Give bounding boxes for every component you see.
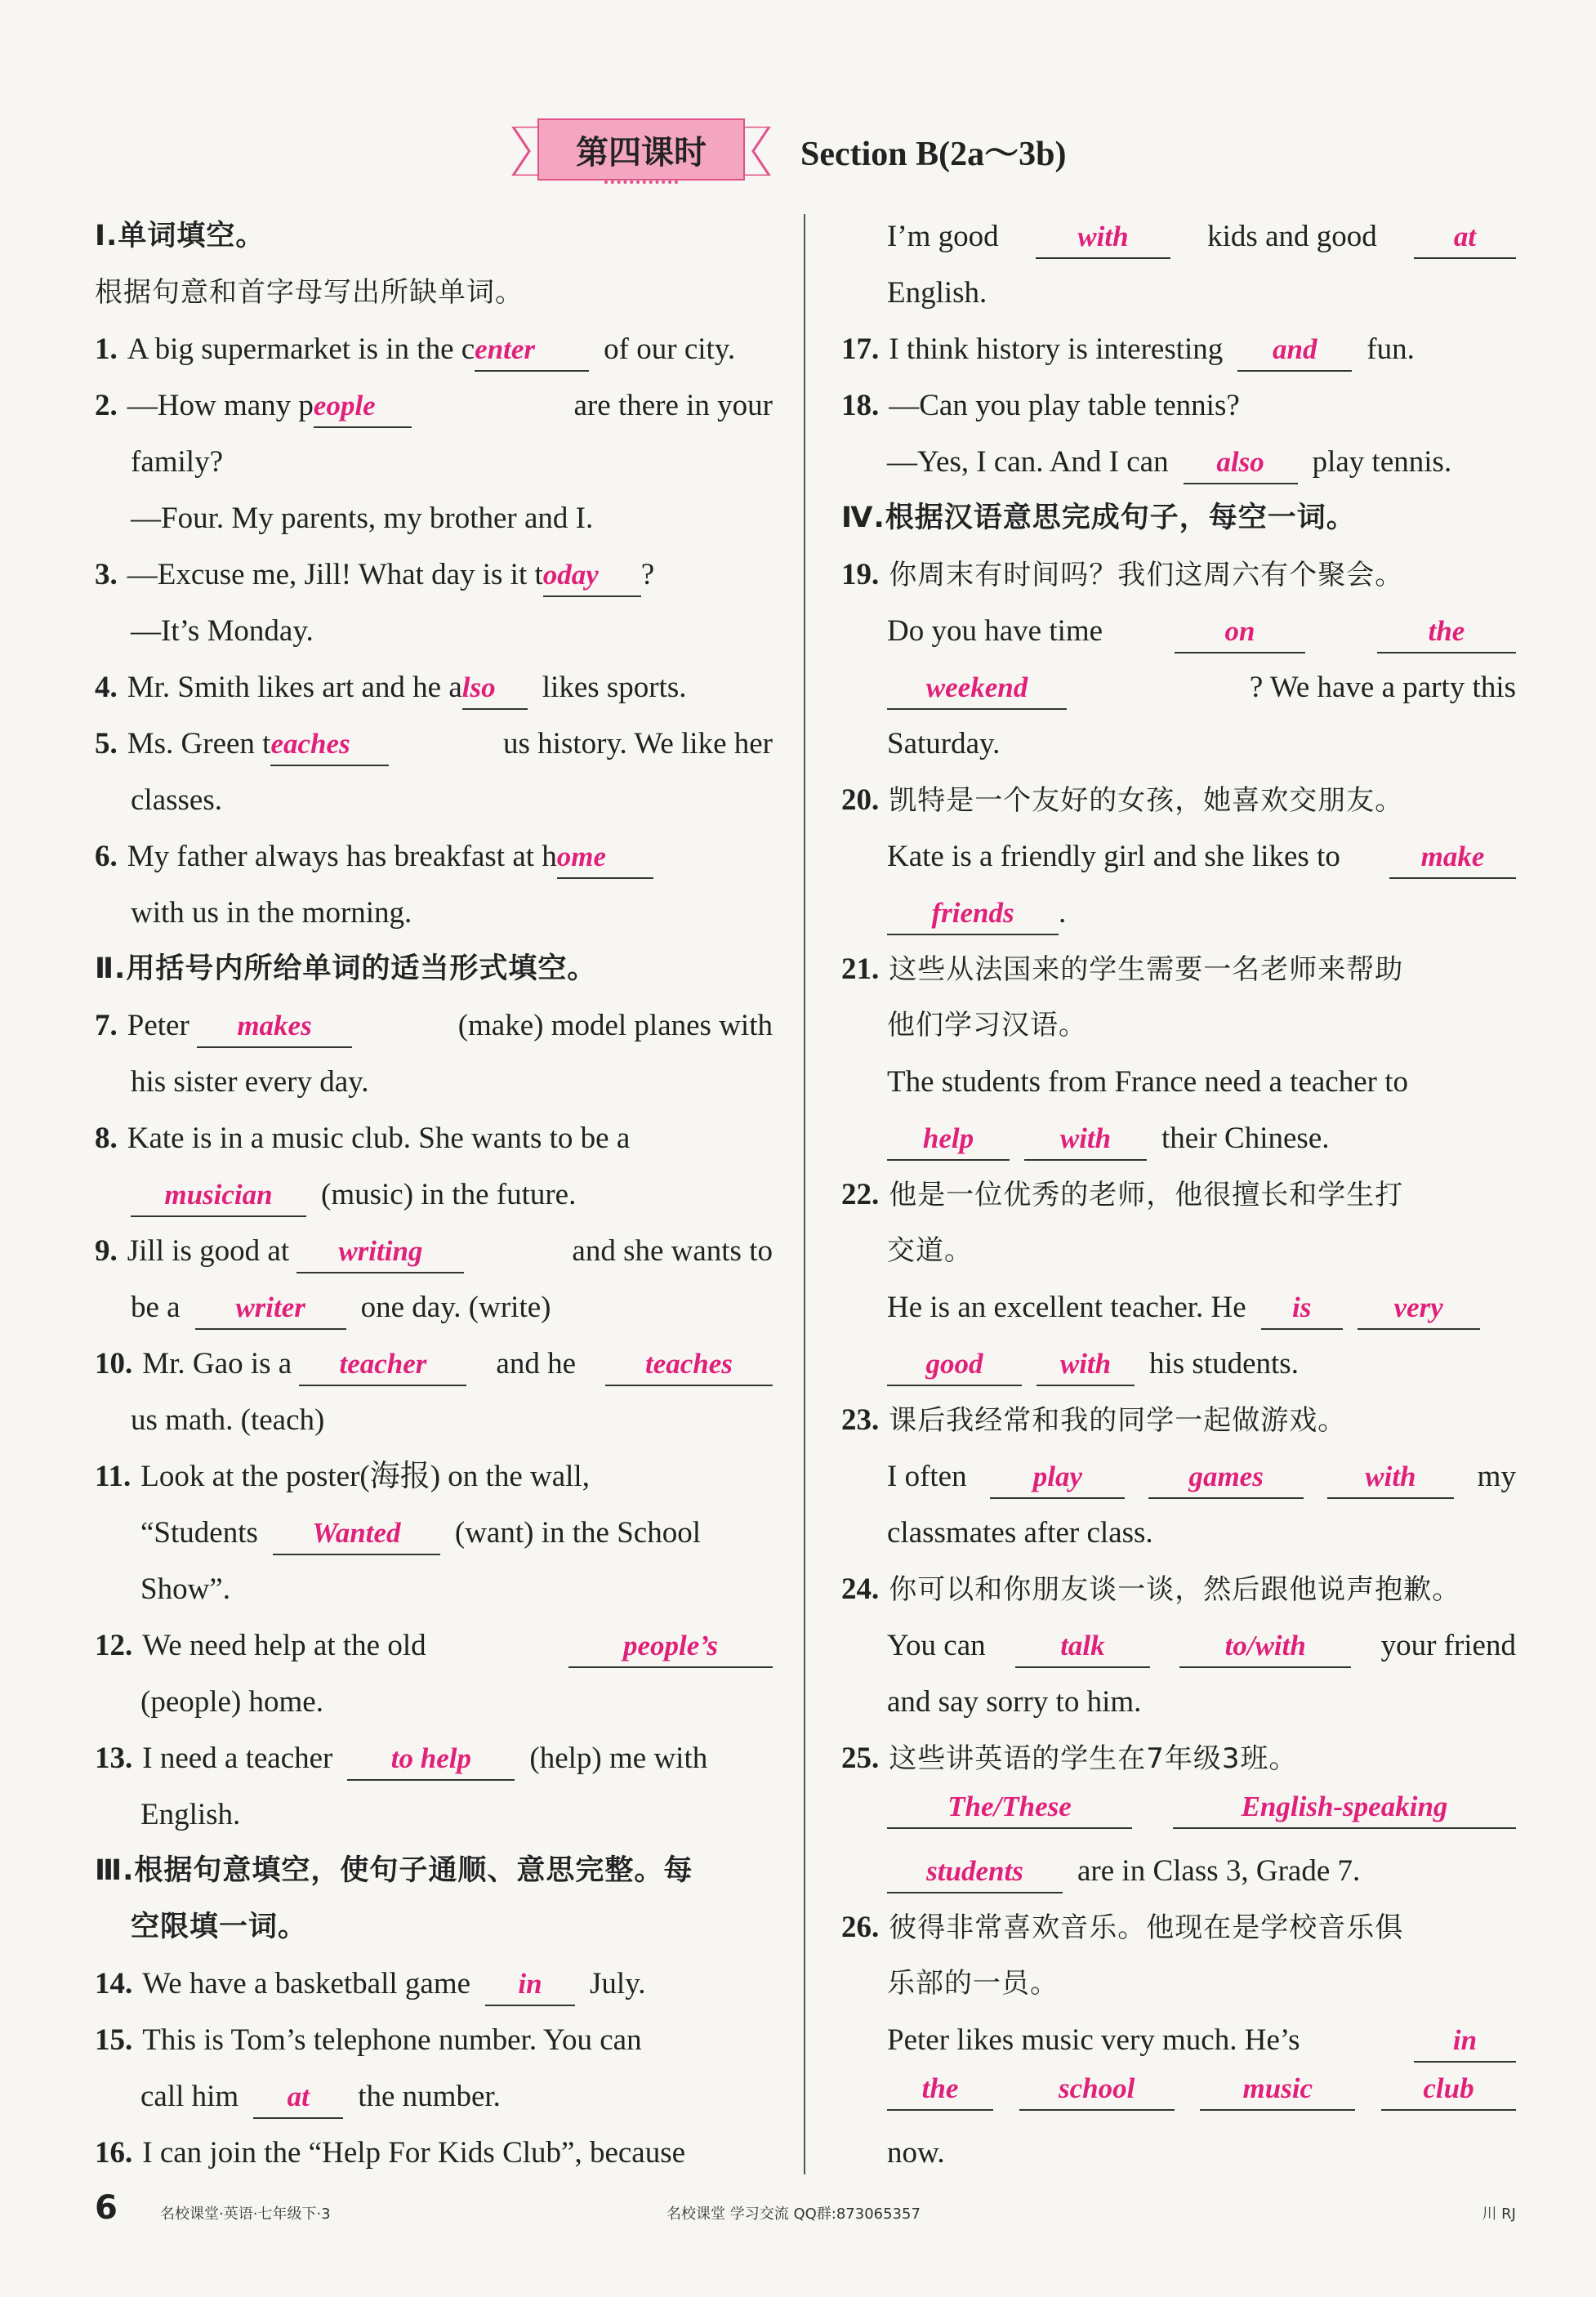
answer-blank[interactable]: teaches: [605, 1344, 773, 1386]
ribbon-left-icon: [506, 127, 539, 176]
answer-blank[interactable]: the: [1377, 611, 1516, 653]
answer-blank[interactable]: help: [887, 1118, 1010, 1161]
answer-blank[interactable]: school: [1019, 2068, 1175, 2111]
page-header: [506, 114, 1067, 188]
answer-blank[interactable]: also: [1184, 442, 1298, 484]
edition-label: 川 RJ: [1482, 2206, 1516, 2223]
section-1-title: Ⅰ.单词填空。: [95, 220, 265, 252]
question-18: 18. —Can you play table tennis?: [841, 389, 1240, 422]
answer-blank[interactable]: weekend: [887, 667, 1067, 710]
question-4: 4. Mr. Smith likes art and he also likes sports.: [95, 659, 773, 716]
question-20: 20. 凯特是一个友好的女孩，她喜欢交朋友。: [841, 783, 1404, 817]
answer-blank[interactable]: eaches: [270, 724, 389, 766]
answer-blank[interactable]: with: [1024, 1118, 1147, 1161]
series-label: 名校课堂·英语·七年级下·3: [160, 2206, 331, 2223]
question-10: 10. Mr. Gao is a teacher and he teaches: [95, 1336, 773, 1392]
answer-blank[interactable]: very: [1357, 1287, 1480, 1330]
answer-blank[interactable]: make: [1389, 836, 1516, 879]
answer-blank[interactable]: friends: [887, 893, 1059, 935]
answer-blank[interactable]: games: [1148, 1456, 1304, 1499]
answer-blank[interactable]: with: [1327, 1456, 1454, 1499]
section-3-title: Ⅲ.根据句意填空，使句子通顺、意思完整。每: [95, 1854, 693, 1887]
answer-blank[interactable]: in: [1414, 2020, 1516, 2063]
answer-blank[interactable]: Wanted: [273, 1513, 440, 1555]
answer-blank[interactable]: the: [887, 2068, 993, 2111]
question-22: 22. 他是一位优秀的老师，他很擅长和学生打: [841, 1178, 1404, 1211]
question-1: 1. A big supermarket is in the center of our city.: [95, 321, 773, 377]
qq-group-label: 名校课堂 学习交流 QQ群:873065357: [666, 2206, 921, 2223]
answer-blank[interactable]: English-speaking: [1173, 1786, 1516, 1829]
section-2-title: Ⅱ.用括号内所给单词的适当形式填空。: [95, 952, 597, 985]
answer-blank[interactable]: writer: [195, 1287, 346, 1330]
question-12: 12. We need help at the old people’s: [95, 1617, 773, 1674]
lesson-label: 第四课时: [576, 133, 707, 172]
question-14: 14. We have a basketball game in July.: [95, 1956, 773, 2012]
answer-blank[interactable]: makes: [197, 1006, 352, 1048]
answer-blank[interactable]: to/with: [1179, 1626, 1351, 1668]
answer-blank[interactable]: people’s: [568, 1626, 773, 1668]
question-15: 15. This is Tom’s telephone number. You can: [95, 2023, 642, 2057]
question-9: 9. Jill is good at writing and she wants to: [95, 1223, 773, 1279]
answer-blank[interactable]: students: [887, 1851, 1063, 1893]
answer-blank[interactable]: on: [1175, 611, 1305, 653]
answer-blank[interactable]: with: [1037, 1344, 1135, 1386]
answer-blank[interactable]: music: [1200, 2068, 1355, 2111]
answer-blank[interactable]: lso: [462, 667, 528, 710]
question-6: 6. My father always has breakfast at home: [95, 828, 773, 885]
answer-blank[interactable]: eople: [314, 386, 412, 428]
question-16: 16. I can join the “Help For Kids Club”, because: [95, 2136, 686, 2170]
badge-dots: [604, 181, 678, 189]
right-column: I’m good with kids and good at English. 17. I think history is interesting and fun. 18. —Can you play table tennis? —Yes, I can. And I can also play tennis. Ⅳ.根据汉语意思完成句子，每空一词。 19. 你周末有时间吗？我们这周六有个聚会。 Do you have time on the weekend ? We have a party this Saturday. 20. 凯特是一个友好的女孩，她喜欢交朋友。 Kate is a friendly girl and she likes to make friends . 21. 这些从法国来的学生需要一名老师来帮助 他们学习汉语。 The students from France need a teacher to help with their Chinese. 22. 他是一位优秀的老师，他很擅长和学生打 交道。 He is an excellent teacher. He is very good with his students. 23. 课后我经常和我的同学一起做游戏。 I often play games with my classmates after class. 24. 你可以和你朋友谈一谈，然后跟他说声抱歉。 You can talk to/with your friend and say sorry to him. 25. 这些讲英语的学生在7年级3班。 The/These English-speaking students are in Class 3, Grade 7. 26. 彼得非常喜欢音乐。他现在是学校音乐俱 乐部的一员。 Peter likes music very much. He’s in the school music club now.: [887, 208, 1516, 2181]
answer-blank[interactable]: ome: [557, 836, 653, 879]
page-footer: [95, 2189, 1516, 2230]
answer-blank[interactable]: enter: [475, 329, 589, 372]
question-23: 23. 课后我经常和我的同学一起做游戏。: [841, 1403, 1347, 1437]
question-25: 25. 这些讲英语的学生在7年级3班。: [841, 1742, 1298, 1775]
lesson-badge: [506, 118, 776, 184]
page-number: 6: [95, 2189, 118, 2227]
section-title: Section B(2a～3b): [800, 136, 1067, 173]
question-7: 7. Peter makes (make) model planes with: [95, 997, 773, 1054]
answer-blank[interactable]: with: [1036, 216, 1170, 259]
question-11: 11. Look at the poster(海报) on the wall,: [95, 1460, 590, 1493]
section-3-title-cont: 空限填一词。: [131, 1911, 308, 1943]
question-17: 17. I think history is interesting and fun.: [841, 321, 1516, 377]
answer-blank[interactable]: to help: [347, 1738, 515, 1781]
answer-blank[interactable]: musician: [131, 1175, 306, 1217]
question-26: 26. 彼得非常喜欢音乐。他现在是学校音乐俱: [841, 1911, 1404, 1944]
answer-blank[interactable]: in: [485, 1964, 575, 2006]
answer-blank[interactable]: at: [1414, 216, 1516, 259]
answer-blank[interactable]: The/These: [887, 1786, 1132, 1829]
question-21: 21. 这些从法国来的学生需要一名老师来帮助: [841, 952, 1404, 986]
column-divider: [804, 214, 805, 2174]
answer-blank[interactable]: oday: [543, 555, 641, 597]
question-19: 19. 你周末有时间吗？我们这周六有个聚会。: [841, 558, 1404, 591]
answer-blank[interactable]: writing: [296, 1231, 464, 1273]
question-5: 5. Ms. Green teaches us history. We like her: [95, 716, 773, 772]
question-2: 2. —How many people are there in your: [95, 377, 773, 434]
section-1-instructions: 根据句意和首字母写出所缺单词。: [95, 276, 524, 309]
answer-blank[interactable]: is: [1261, 1287, 1343, 1330]
left-column: Ⅰ.单词填空。 根据句意和首字母写出所缺单词。 1. A big supermarket is in the center of our city. 2. —How many people are there in your family? —Four. My parents, my brother and I. 3. —Excuse me, Jill! What day is it today ? —It’s Monday. 4. Mr. Smith likes art and he also likes sports. 5. Ms. Green teaches us history. We like her classes. 6. My father always has breakfast at home with us in the morning. Ⅱ.用括号内所给单词的适当形式填空。 7. Peter makes (make) model planes with his sister every day. 8. Kate is in a music club. She wants to be a musician (music) in the future. 9. Jill is good at writing and she wants to be a writer one day. (write) 10. Mr. Gao is a teacher and he teaches us math. (teach) 11. Look at the poster(海报) on the wall, “Students Wanted (want) in the School Show”. 12. We need help at the old people’s (people) home. 13. I need a teacher to help (help) me with English. Ⅲ.根据句意填空，使句子通顺、意思完整。每 空限填一词。 14. We have a basketball game in July. 15. This is Tom’s telephone number. You can call him at the number. 16. I can join the “Help For Kids Club”, because: [95, 208, 773, 2181]
ribbon-right-icon: [743, 127, 776, 176]
section-4-title: Ⅳ.根据汉语意思完成句子，每空一词。: [841, 502, 1356, 534]
question-24: 24. 你可以和你朋友谈一谈，然后跟他说声抱歉。: [841, 1572, 1461, 1606]
question-13: 13. I need a teacher to help (help) me with: [95, 1730, 773, 1786]
answer-blank[interactable]: good: [887, 1344, 1022, 1386]
answer-blank[interactable]: at: [253, 2076, 343, 2119]
answer-blank[interactable]: and: [1237, 329, 1352, 372]
question-3: 3. —Excuse me, Jill! What day is it today ?: [95, 546, 773, 603]
answer-blank[interactable]: talk: [1015, 1626, 1150, 1668]
question-8: 8. Kate is in a music club. She wants to be a: [95, 1122, 631, 1155]
answer-blank[interactable]: club: [1381, 2068, 1516, 2111]
answer-blank[interactable]: play: [990, 1456, 1125, 1499]
answer-blank[interactable]: teacher: [299, 1344, 466, 1386]
